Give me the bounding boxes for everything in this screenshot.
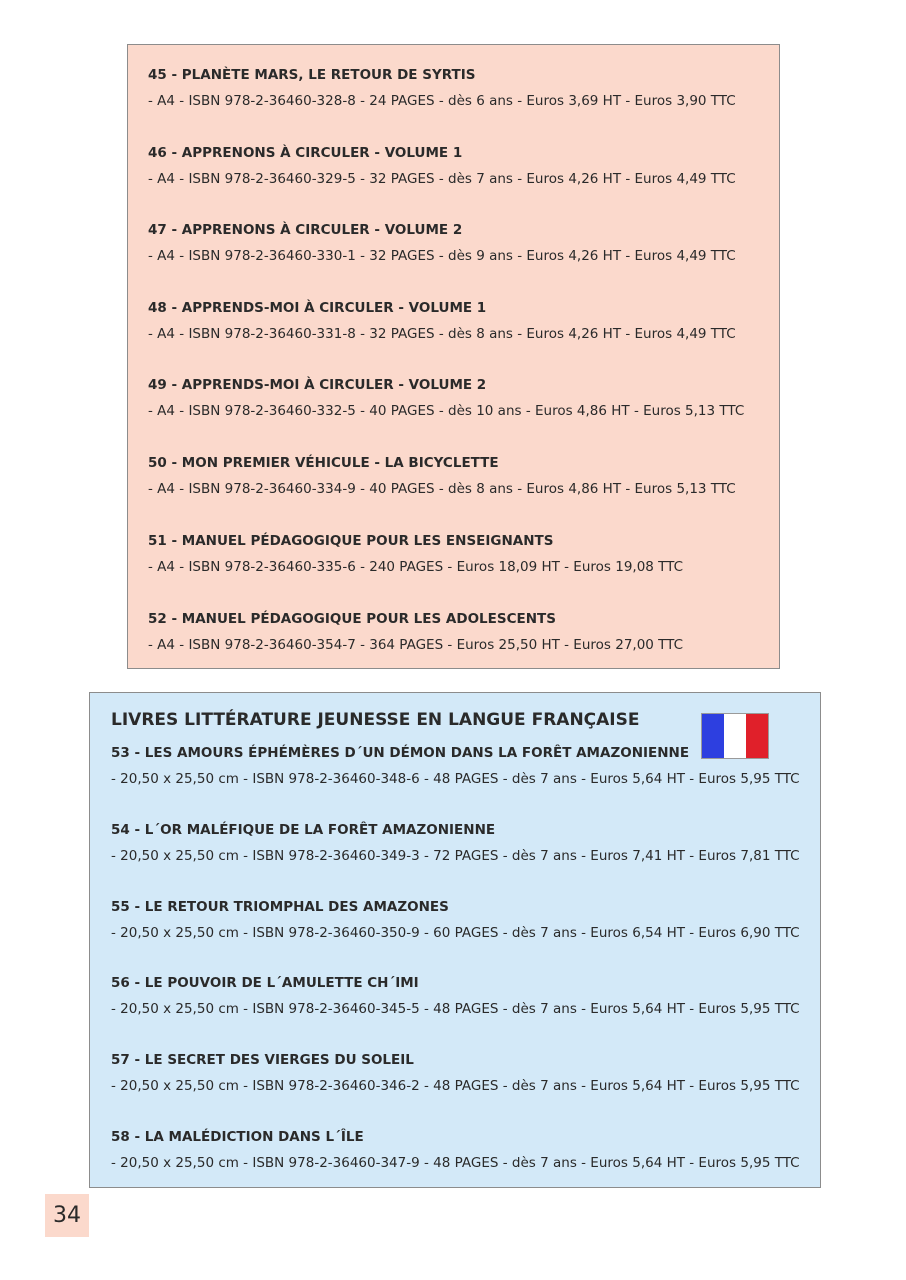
catalog-entry [128, 144, 779, 188]
entry-title: 52 - MANUEL PÉDAGOGIQUE POUR LES ADOLESCENTS [148, 611, 556, 627]
section-heading: LIVRES LITTÉRATURE JEUNESSE EN LANGUE FRANÇAISE [111, 710, 640, 730]
entry-title: 46 - APPRENONS À CIRCULER - VOLUME 1 [148, 145, 463, 161]
entry-detail: - 20,50 x 25,50 cm - ISBN 978-2-36460-345-5 - 48 PAGES - dès 7 ans - Euros 5,64 HT - Euros 5,95 TTC [111, 1001, 800, 1017]
entry-detail: - 20,50 x 25,50 cm - ISBN 978-2-36460-349-3 - 72 PAGES - dès 7 ans - Euros 7,41 HT - Euros 7,81 TTC [111, 848, 800, 864]
entry-detail: - A4 - ISBN 978-2-36460-330-1 - 32 PAGES - dès 9 ans - Euros 4,26 HT - Euros 4,49 TTC [148, 248, 736, 264]
entry-title: 55 - LE RETOUR TRIOMPHAL DES AMAZONES [111, 899, 449, 915]
catalog-entry [90, 1051, 820, 1095]
entry-detail: - 20,50 x 25,50 cm - ISBN 978-2-36460-350-9 - 60 PAGES - dès 7 ans - Euros 6,54 HT - Euros 6,90 TTC [111, 925, 800, 941]
entry-title: 58 - LA MALÉDICTION DANS L´ÎLE [111, 1129, 364, 1145]
page-number: 34 [45, 1194, 89, 1237]
catalog-entry [90, 898, 820, 942]
entry-detail: - 20,50 x 25,50 cm - ISBN 978-2-36460-346-2 - 48 PAGES - dès 7 ans - Euros 5,64 HT - Euros 5,95 TTC [111, 1078, 800, 1094]
entry-title: 49 - APPRENDS-MOI À CIRCULER - VOLUME 2 [148, 377, 487, 393]
catalog-entry [90, 1128, 820, 1172]
entry-title: 54 - L´OR MALÉFIQUE DE LA FORÊT AMAZONIENNE [111, 822, 496, 838]
catalog-section-pedagogical [127, 44, 780, 669]
entry-detail: - 20,50 x 25,50 cm - ISBN 978-2-36460-348-6 - 48 PAGES - dès 7 ans - Euros 5,64 HT - Euros 5,95 TTC [111, 771, 800, 787]
entry-detail: - A4 - ISBN 978-2-36460-331-8 - 32 PAGES - dès 8 ans - Euros 4,26 HT - Euros 4,49 TTC [148, 326, 736, 342]
entry-title: 47 - APPRENONS À CIRCULER - VOLUME 2 [148, 222, 463, 238]
entry-title: 51 - MANUEL PÉDAGOGIQUE POUR LES ENSEIGNANTS [148, 533, 554, 549]
entry-title: 50 - MON PREMIER VÉHICULE - LA BICYCLETTE [148, 455, 499, 471]
entry-detail: - A4 - ISBN 978-2-36460-335-6 - 240 PAGES - Euros 18,09 HT - Euros 19,08 TTC [148, 559, 684, 575]
catalog-section-french-literature [89, 692, 821, 1188]
catalog-entry [128, 376, 779, 420]
catalog-entry [90, 821, 820, 865]
catalog-entry [90, 974, 820, 1018]
catalog-entry [128, 454, 779, 498]
entry-detail: - A4 - ISBN 978-2-36460-334-9 - 40 PAGES - dès 8 ans - Euros 4,86 HT - Euros 5,13 TTC [148, 481, 736, 497]
entry-detail: - A4 - ISBN 978-2-36460-354-7 - 364 PAGES - Euros 25,50 HT - Euros 27,00 TTC [148, 637, 684, 653]
catalog-entry [128, 66, 779, 110]
entry-detail: - 20,50 x 25,50 cm - ISBN 978-2-36460-347-9 - 48 PAGES - dès 7 ans - Euros 5,64 HT - Euros 5,95 TTC [111, 1155, 800, 1171]
entry-title: 57 - LE SECRET DES VIERGES DU SOLEIL [111, 1052, 414, 1068]
entry-detail: - A4 - ISBN 978-2-36460-332-5 - 40 PAGES - dès 10 ans - Euros 4,86 HT - Euros 5,13 TTC [148, 403, 745, 419]
catalog-entry [128, 610, 779, 654]
catalog-entry [90, 744, 820, 788]
entry-title: 48 - APPRENDS-MOI À CIRCULER - VOLUME 1 [148, 300, 487, 316]
catalog-entry [128, 299, 779, 343]
catalog-entry [128, 532, 779, 576]
entry-title: 56 - LE POUVOIR DE L´AMULETTE CH´IMI [111, 975, 419, 991]
entry-title: 53 - LES AMOURS ÉPHÉMÈRES D´UN DÉMON DANS LA FORÊT AMAZONIENNE [111, 745, 690, 761]
catalog-entry [128, 221, 779, 265]
entry-title: 45 - PLANÈTE MARS, LE RETOUR DE SYRTIS [148, 67, 476, 83]
entry-detail: - A4 - ISBN 978-2-36460-329-5 - 32 PAGES - dès 7 ans - Euros 4,26 HT - Euros 4,49 TTC [148, 171, 736, 187]
entry-detail: - A4 - ISBN 978-2-36460-328-8 - 24 PAGES - dès 6 ans - Euros 3,69 HT - Euros 3,90 TTC [148, 93, 736, 109]
